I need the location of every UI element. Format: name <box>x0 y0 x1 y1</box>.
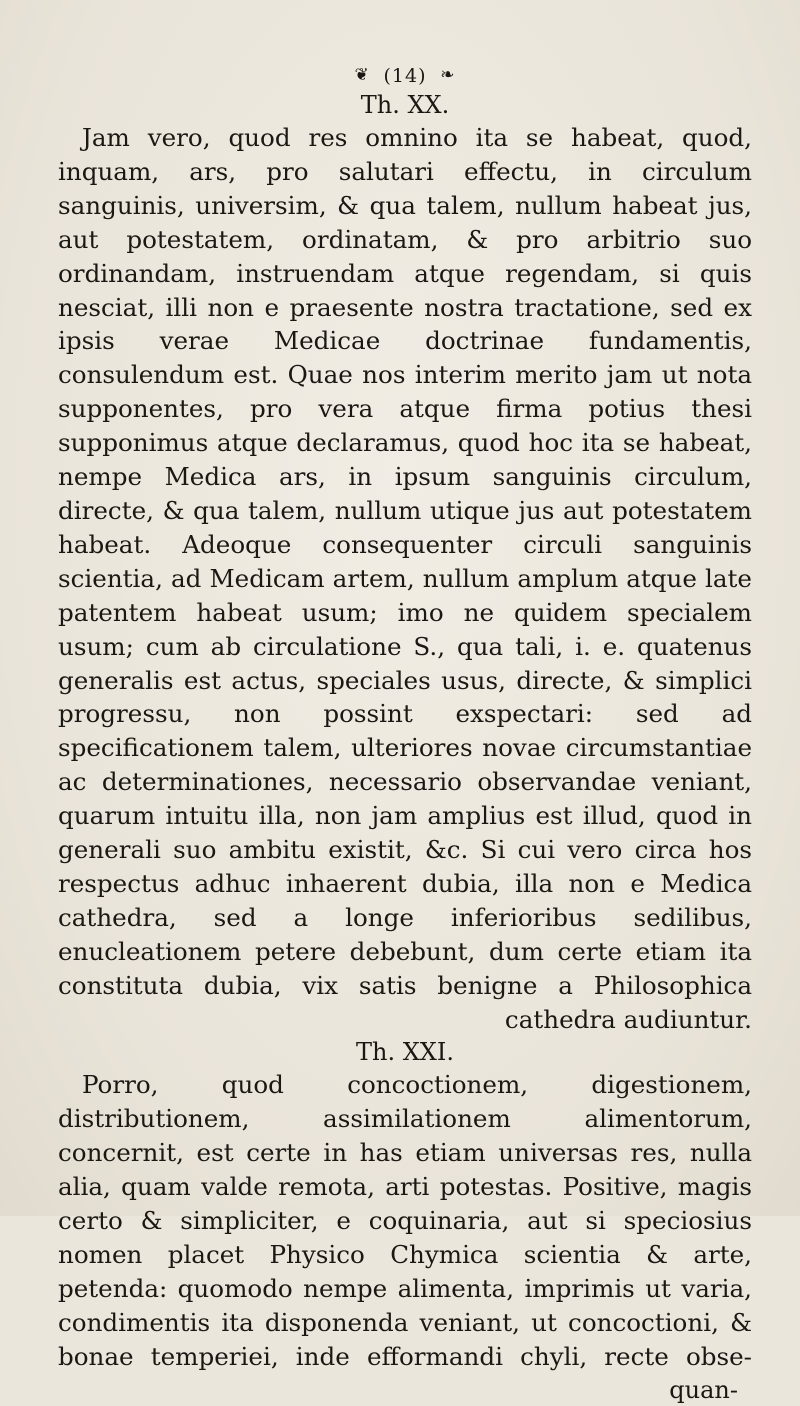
thesis-heading: Th. XX. <box>360 91 450 119</box>
thesis-paragraph: Porro, quod concoctionem, digestionem, distributionem, assimilationem alimentorum, concernit, est certe in has etiam universas res, nulla alia, quam valde remota, arti potestas. Positive, magis certo & simpliciter, e coquinaria, aut si speciosius nomen placet Physico Chymica scientia & arte, petenda: quomodo nempe alimenta, imprimis ut varia, condimentis ita disponenda veniant, ut concoctioni, & bonae temperiei, inde efformandi chyli, recte obse- <box>58 1070 752 1371</box>
thesis-paragraph: Jam vero, quod res omnino ita se habeat, quod, inquam, ars, pro salutari effectu, in circulum sanguinis, universim, & qua talem, nullum habeat jus, aut potestatem, ordinatam, & pro arbitrio suo ordinandam, instruendam atque regendam, si quis nesciat, illi non e praesente nostra tractatione, sed ex ipsis verae Medicae doctrinae fundamentis, consulendum est. Quae nos interim merito jam ut nota supponentes, pro vera atque firma potius thesi supponimus atque declaramus, quod hoc ita se habeat, nempe Medica ars, in ipsum sanguinis circulum, directe, & qua talem, nullum utique jus aut potestatem habeat. Adeoque consequenter circuli sanguinis scientia, ad Medicam artem, nullum amplum atque late patentem habeat usum; imo ne quidem specialem usum; cum ab circulatione S., qua tali, i. e. quatenus generalis est actus, speciales usus, directe, & simplici progressu, non possint exspectari: sed ad specificationem talem, ulteriores novae circumstantiae ac determinationes, necessario observandae veniant, quarum intuitu illa, non jam amplius est illud, quod in generali suo ambitu existit, &c. Si cui vero circa hos respectus adhuc inhaerent dubia, illa non e Medica cathedra, sed a longe inferioribus sedilibus, enucleationem petere debebunt, dum certe etiam ita constituta dubia, vix satis benigne a Philosophica cathedra audiuntur. <box>58 123 752 1034</box>
ornament-right-icon: ❧ <box>440 65 456 85</box>
ornament-left-icon: ❦ <box>354 65 370 85</box>
thesis-heading: Th. XXI. <box>355 1038 454 1067</box>
running-head <box>58 62 752 89</box>
catchword: quan- <box>669 1375 738 1404</box>
page-number: (14) <box>383 65 427 87</box>
